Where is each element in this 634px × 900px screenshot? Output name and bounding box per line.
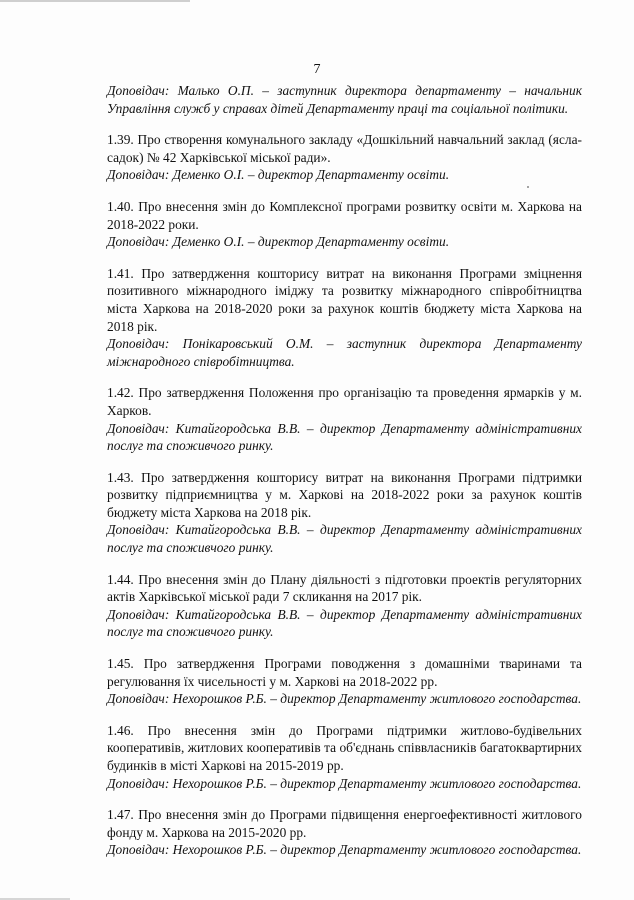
agenda-item xyxy=(107,265,582,371)
speaker-line: Доповідач: Деменко О.І. – директор Департаменту освіти. xyxy=(107,167,450,183)
speaker-line: Доповідач: Нехорошков Р.Б. – директор Департаменту житлового господарства. xyxy=(107,691,582,707)
agenda-item-text: 1.44. Про внесення змін до Плану діяльності з підготовки проектів регуляторних актів Харківської міської ради 7 скликання на 2017 рік. xyxy=(107,571,582,605)
speaker-line: Доповідач: Нехорошков Р.Б. – директор Департаменту житлового господарства. xyxy=(107,842,582,858)
speaker-line: Доповідач: Китайгородська В.В. – директор Департаменту адміністративних послуг та споживчого ринку. xyxy=(107,420,582,454)
agenda-item-text: 1.41. Про затвердження кошторису витрат на виконання Програми зміцнення позитивного міжнародного іміджу та розвитку міжнародного співробітництва міста Харкова на 2018-2020 роки за рахунок коштів бюджету міста Харкова на 2018 рік. xyxy=(107,265,582,334)
agenda-item-text: 1.46. Про внесення змін до Програми підтримки житлово-будівельних кооперативів, житлових кооперативів та об'єднань співвласників багатоквартирних будинків в місті Харкові на 2015-2019 рр. xyxy=(107,722,582,773)
speaker-line: Доповідач: Малько О.П. – заступник директора департаменту – начальник Управління служб у справах дітей Департаменту праці та соціальної політики. xyxy=(107,83,582,116)
agenda-item-text: 1.42. Про затвердження Положення про організацію та проведення ярмарків у м. Харков. xyxy=(107,385,582,418)
agenda-item xyxy=(107,384,582,454)
agenda-item xyxy=(107,198,582,251)
speaker-line: Доповідач: Нехорошков Р.Б. – директор Департаменту житлового господарства. xyxy=(107,775,582,791)
agenda-item xyxy=(107,806,582,859)
agenda-item xyxy=(107,131,582,184)
agenda-item-text: 1.40. Про внесення змін до Комплексної програми розвитку освіти м. Харкова на 2018-2022 роки. xyxy=(107,198,582,232)
speaker-line: Доповідач: Китайгородська В.В. – директор Департаменту адміністративних послуг та споживчого ринку. xyxy=(107,522,582,556)
agenda-item xyxy=(107,571,582,641)
agenda-item-text: 1.45. Про затвердження Програми поводження з домашніми тваринами та регулювання їх чисельності у м. Харкові на 2018-2022 рр. xyxy=(107,656,582,689)
intro-block xyxy=(107,82,582,117)
agenda-item xyxy=(107,722,582,792)
document-body xyxy=(107,82,582,873)
agenda-item xyxy=(107,469,582,557)
page-number: 7 xyxy=(313,62,321,77)
agenda-item-text: 1.39. Про створення комунального закладу «Дошкільний навчальний заклад (ясла-садок) № 42 Харківської міської ради». xyxy=(107,132,582,165)
agenda-item xyxy=(107,655,582,708)
scan-edge-top xyxy=(0,0,190,2)
agenda-item-text: 1.47. Про внесення змін до Програми підвищення енергоефективності житлового фонду м. Харкова на 2015-2020 рр. xyxy=(107,807,582,840)
speaker-line: Доповідач: Китайгородська В.В. – директор Департаменту адміністративних послуг та споживчого ринку. xyxy=(107,606,582,640)
speaker-line: Доповідач: Понікаровський О.М. – заступник директора Департаменту міжнародного співробітництва. xyxy=(107,336,582,369)
agenda-item-text: 1.43. Про затвердження кошторису витрат на виконання Програми підтримки розвитку підприємництва у м. Харкові на 2018-2022 роки за рахунок коштів бюджету міста Харкова на 2018 рік. xyxy=(107,469,582,520)
speaker-line: Доповідач: Деменко О.І. – директор Департаменту освіти. xyxy=(107,234,450,250)
